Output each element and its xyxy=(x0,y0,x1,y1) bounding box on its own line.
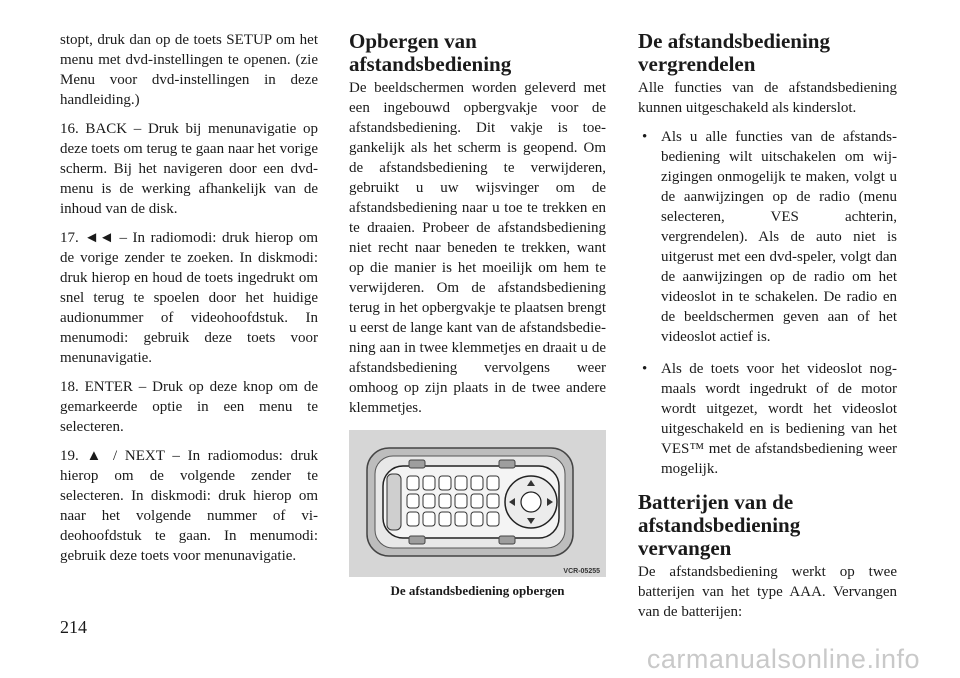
paragraph-item-17-rewind: 17. ◄◄ – In radiomodi: druk hierop om de vorige zender te zoeken. In diskmodi: druk hierop en houd de toets ingedrukt om snel terug te spoelen door het huidige audionummer of videohoofdstuk. In menumodi: gebruik deze toets voor menunavigatie. xyxy=(60,230,318,366)
page-number: 214 xyxy=(60,617,87,637)
heading-remote-storage: Opbergen van afstandsbediening xyxy=(349,29,512,76)
paragraph-item-19-next: 19. ▲ / NEXT – In radiomodus: druk hierop om de volgende zender te selecteren. In diskmodi: druk hierop om naar het volgende nummer of videohoofdstuk te gaan. In menumodi: gebruik deze toets voor menunavigatie. xyxy=(60,448,318,564)
left-column xyxy=(60,30,318,575)
watermark: carmanualsonline.info xyxy=(646,644,920,674)
paragraph-remote-storage: De beeldschermen worden geleverd met een ingebouwd opbergvakje voor de afstandsbediening. Dit vakje is toegankelijk als het scherm is geopend. Om de afstandsbediening te verwijderen, gebruikt u uw wijsvinger om de afstandsbediening naar u toe te trekken en te draaien. Probeer de afstandsbediening niet recht naar beneden te trekken, want op die manier is het moeilijk om hem te verwijderen. Om de afstandsbediening terug in het opbergvakje te plaatsen brengt u eerst de lange kant van de afstandsbediening aan in twee klemmetjes en draait u de afstandsbediening vervolgens weer omhoog op zijn plaats in de twee andere klemmetjes. xyxy=(349,80,606,416)
bullet-marker: • xyxy=(642,361,648,377)
middle-column xyxy=(349,30,606,599)
paragraph-battery-replace: De afstandsbediening werkt op twee batterijen van het type AAA. Vervangen van de batterijen: xyxy=(638,564,897,620)
right-column xyxy=(638,30,897,631)
paragraph-item-16-back: 16. BACK – Druk bij menunavigatie op deze toets om terug te gaan naar het vorige scherm. Bij het navigeren door een dvd-menu is de werking afhankelijk van de inhoud van de disk. xyxy=(60,121,318,217)
paragraph-item-18-enter: 18. ENTER – Druk op deze knop om de gemarkeerde optie in een menu te selecteren. xyxy=(60,379,318,435)
bullet-list xyxy=(638,127,897,479)
heading-battery-replace: Batterijen van de afstandsbediening vervangen xyxy=(638,490,801,560)
bullet-marker: • xyxy=(642,129,648,145)
paragraph-remote-lock: Alle functies van de afstandsbediening kunnen uitgeschakeld als kinderslot. xyxy=(638,80,897,116)
remote-control-illustration xyxy=(349,430,606,577)
list-item: • Als u alle functies van de afstandsbediening wilt uitschakelen om wijzigingen onmogelijk te maken, volgt u de aanwijzingen op de radio (menu selecteren, VES achterin, vergrendelen). Als de auto niet is uitgerust met een dvd-speler, volgt dan de aanwijzingen op de radio om het videoslot in te schakelen. De radio en de beeldschermen geven aan of het videoslot actief is. xyxy=(642,129,897,345)
paragraph-setup-continued: stopt, druk dan op de toets SETUP om het menu met dvd-instellingen te openen. (zie Menu voor dvd-instellingen in deze handleiding.) xyxy=(60,32,318,108)
list-item: • Als de toets voor het videoslot nogmaals wordt ingedrukt of de motor wordt uitgezet, wordt het videoslot uitgeschakeld en is bediening van het VES™ met de afstandsbediening weer mogelijk. xyxy=(642,361,897,477)
figure-code: VCR-05255 xyxy=(563,568,600,575)
remote-storage-figure xyxy=(349,430,606,577)
figure-caption: De afstandsbediening opbergen xyxy=(390,583,565,598)
heading-remote-lock: De afstandsbediening vergrendelen xyxy=(638,29,830,76)
